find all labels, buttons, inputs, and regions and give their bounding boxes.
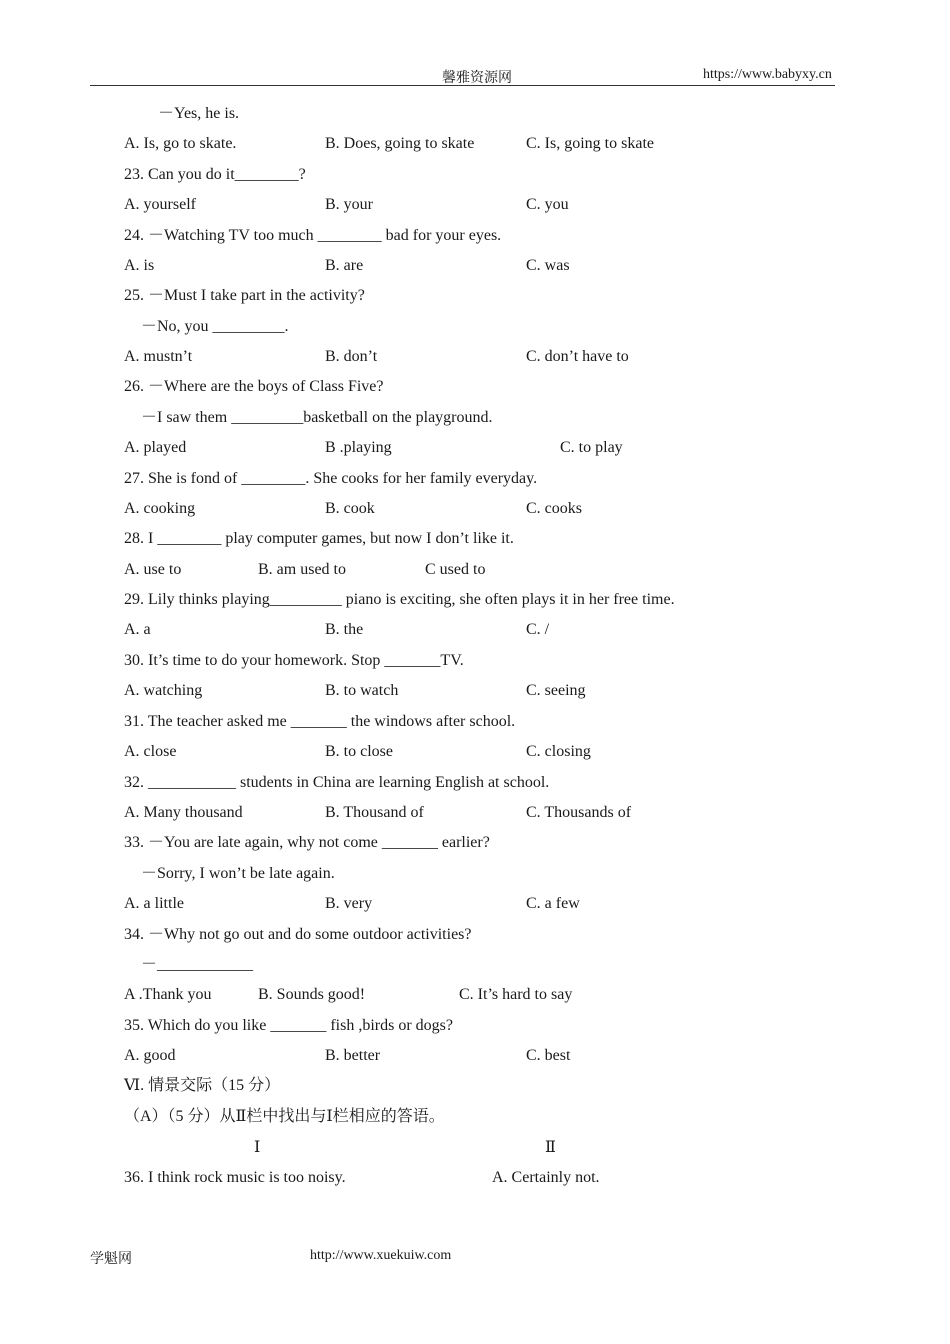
option-c: C. Is, going to skate	[526, 135, 654, 152]
footer-site-name: 学魁网	[90, 1252, 132, 1267]
option-c: C. Thousands of	[526, 804, 632, 821]
option-b: B. to close	[325, 743, 393, 760]
option-b: B. Sounds good!	[258, 986, 366, 1003]
header-site-name: 馨雅资源网	[442, 71, 512, 86]
option-c: C. seeing	[526, 682, 586, 699]
option-a: A. played	[124, 439, 187, 456]
option-b: B .playing	[325, 439, 392, 456]
option-c: C. a few	[526, 895, 580, 912]
match-answer-a: A. Certainly not.	[492, 1169, 600, 1186]
option-c: C. closing	[526, 743, 591, 760]
footer-url[interactable]: http://www.xuekuiw.com	[310, 1248, 452, 1263]
column-header-2: Ⅱ	[545, 1139, 556, 1156]
question-28: 28. I ________ play computer games, but now I don’t like it.	[124, 530, 514, 547]
header-divider	[90, 85, 835, 86]
answer-line: －____________	[141, 956, 254, 973]
option-c: C. don’t have to	[526, 348, 629, 365]
option-a: A. a	[124, 621, 151, 638]
option-a: A. Is, go to skate.	[124, 135, 237, 152]
question-32: 32. ___________ students in China are learning English at school.	[124, 774, 550, 791]
question-34: 34. －Why not go out and do some outdoor activities?	[124, 926, 472, 943]
answer-line: －Yes, he is.	[158, 105, 240, 122]
option-a: A. close	[124, 743, 177, 760]
section-instruction: （A）（5 分）从Ⅱ栏中找出与Ⅰ栏相应的答语。	[124, 1108, 445, 1125]
option-c: C. cooks	[526, 500, 582, 517]
answer-line: －Sorry, I won’t be late again.	[141, 865, 335, 882]
column-header-1: Ⅰ	[254, 1139, 261, 1156]
question-23: 23. Can you do it________?	[124, 166, 306, 183]
option-a: A. good	[124, 1047, 176, 1064]
question-30: 30. It’s time to do your homework. Stop _______TV.	[124, 652, 464, 669]
option-b: B. the	[325, 621, 364, 638]
option-c: C. was	[526, 257, 570, 274]
option-c: C. It’s hard to say	[459, 986, 573, 1003]
option-b: B. am used to	[258, 561, 346, 578]
question-26: 26. －Where are the boys of Class Five?	[124, 378, 384, 395]
section-heading: Ⅵ. 情景交际（15 分）	[124, 1077, 281, 1094]
option-c: C. /	[526, 621, 550, 638]
option-a: A. cooking	[124, 500, 196, 517]
option-b: B. better	[325, 1047, 381, 1064]
question-29: 29. Lily thinks playing_________ piano is exciting, she often plays it in her free time.	[124, 591, 675, 608]
option-b: B. are	[325, 257, 364, 274]
question-36: 36. I think rock music is too noisy.	[124, 1169, 346, 1186]
option-a: A. use to	[124, 561, 182, 578]
option-c: C. best	[526, 1047, 571, 1064]
answer-line: －No, you _________.	[141, 318, 289, 335]
option-a: A .Thank you	[124, 986, 212, 1003]
question-25: 25. －Must I take part in the activity?	[124, 287, 365, 304]
header-site-url[interactable]: https://www.babyxy.cn	[703, 67, 832, 82]
option-a: A. mustn’t	[124, 348, 193, 365]
option-b: B. Does, going to skate	[325, 135, 475, 152]
option-b: B. Thousand of	[325, 804, 424, 821]
question-27: 27. She is fond of ________. She cooks for her family everyday.	[124, 470, 538, 487]
option-c: C used to	[425, 561, 486, 578]
option-a: A. yourself	[124, 196, 196, 213]
option-c: C. you	[526, 196, 569, 213]
question-35: 35. Which do you like _______ fish ,birds or dogs?	[124, 1017, 454, 1034]
option-b: B. very	[325, 895, 373, 912]
option-a: A. watching	[124, 682, 203, 699]
option-a: A. Many thousand	[124, 804, 243, 821]
option-b: B. don’t	[325, 348, 378, 365]
question-33: 33. －You are late again, why not come _______ earlier?	[124, 834, 490, 851]
answer-line: －I saw them _________basketball on the playground.	[141, 409, 493, 426]
option-a: A. a little	[124, 895, 184, 912]
question-24: 24. －Watching TV too much ________ bad for your eyes.	[124, 227, 502, 244]
option-a: A. is	[124, 257, 155, 274]
question-31: 31. The teacher asked me _______ the windows after school.	[124, 713, 516, 730]
option-c: C. to play	[560, 439, 623, 456]
option-b: B. cook	[325, 500, 375, 517]
option-b: B. to watch	[325, 682, 399, 699]
option-b: B. your	[325, 196, 373, 213]
